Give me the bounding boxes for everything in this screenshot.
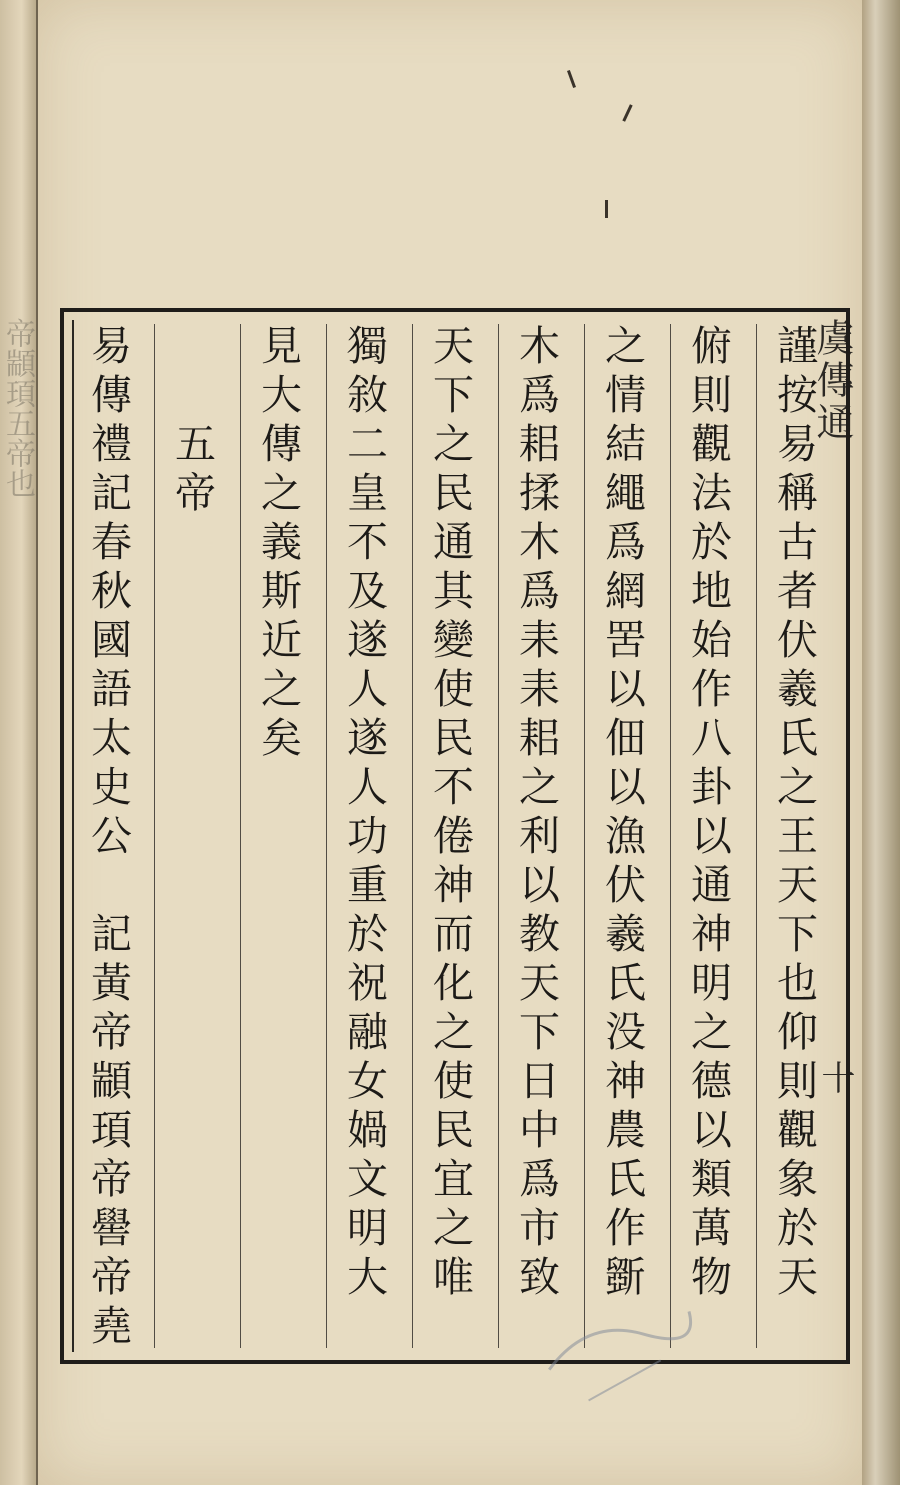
column-rule: [326, 324, 327, 1348]
folio-number: 十: [815, 1060, 855, 1094]
column-rule: [584, 324, 585, 1348]
column-rule: [154, 324, 155, 1348]
column-rule: [498, 324, 499, 1348]
text-column-4: 木爲耜揉木爲耒耒耜之利以教天下日中爲市致: [512, 324, 560, 1304]
text-column-7: 見大傳之義斯近之矣: [254, 324, 302, 765]
running-head: 虞傳通: [810, 318, 854, 444]
text-column-3: 之情結繩爲網罟以佃以漁伏羲氏没神農氏作斵: [598, 324, 646, 1304]
ink-speck: [605, 200, 608, 218]
page-edge: [862, 0, 900, 1485]
text-frame: [60, 308, 850, 1364]
text-column-9: 易傳禮記春秋國語太史公 記黃帝顓頊帝嚳帝堯: [84, 324, 132, 1353]
column-rule: [412, 324, 413, 1348]
column-rule: [756, 324, 757, 1348]
column-rule: [240, 324, 241, 1348]
previous-page-ghost-text: 帝顓頊五帝也: [0, 318, 35, 498]
previous-page-strip: [0, 0, 38, 1485]
column-rule: [670, 324, 671, 1348]
text-column-8: 五帝: [168, 324, 216, 520]
text-column-1: 謹按易稱古者伏羲氏之王天下也仰則觀象於天: [770, 324, 818, 1304]
text-column-2: 俯則觀法於地始作八卦以通神明之德以類萬物: [684, 324, 732, 1304]
text-column-5: 天下之民通其變使民不倦神而化之使民宜之唯: [426, 324, 474, 1304]
text-column-6: 獨敘二皇不及遂人遂人功重於祝融女媧文明大: [340, 324, 388, 1304]
